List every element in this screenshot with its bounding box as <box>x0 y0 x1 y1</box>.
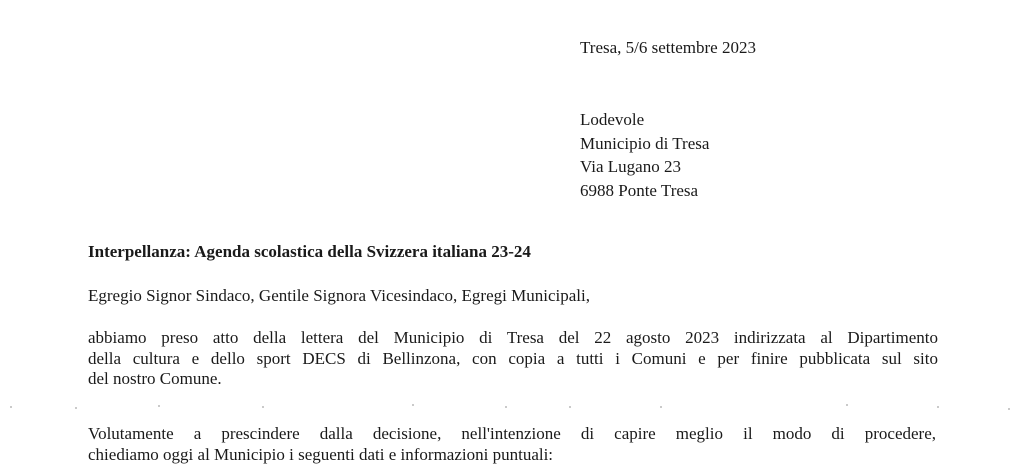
paragraph-line: della cultura e dello sport DECS di Bellinzona, con copia a tutti i Comuni e per finire pubblicata sul sito <box>88 348 938 368</box>
letter-salutation: Egregio Signor Sindaco, Gentile Signora Vicesindaco, Egregi Municipali, <box>88 286 590 305</box>
paragraph-line: chiediamo oggi al Municipio i seguenti dati e informazioni puntuali: <box>88 444 554 464</box>
paragraph-line: abbiamo preso atto della lettera del Municipio di Tresa del 22 agosto 2023 indirizzata al Dipartimento <box>88 328 938 347</box>
recipient-address <box>580 108 709 202</box>
letter-subject: Interpellanza: Agenda scolastica della Svizzera italiana 23-24 <box>88 242 531 261</box>
paragraph-line: del nostro Comune. <box>88 369 222 388</box>
paragraph-request <box>88 424 938 465</box>
recipient-line: 6988 Ponte Tresa <box>580 180 699 200</box>
scan-dot-row <box>0 400 1024 414</box>
paragraph-intro <box>88 328 938 390</box>
letter-date: Tresa, 5/6 settembre 2023 <box>580 38 756 57</box>
paragraph-line: Volutamente a prescindere dalla decisione, nell'intenzione di capire meglio il modo di procedere, <box>88 424 936 443</box>
recipient-line: Via Lugano 23 <box>580 157 681 176</box>
recipient-line: Lodevole <box>580 110 645 129</box>
recipient-line: Municipio di Tresa <box>580 133 710 153</box>
